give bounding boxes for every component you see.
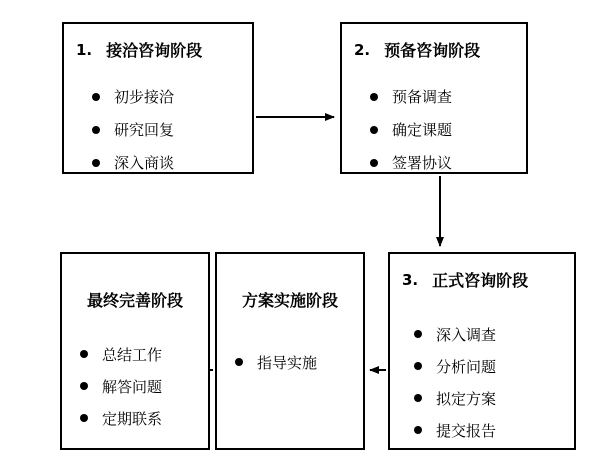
list-item-label: 提交报告	[436, 421, 497, 440]
list-item-label: 深入调查	[436, 325, 497, 344]
stage-box-1-label: 接洽咨询阶段	[106, 41, 203, 60]
stage-box-5-list	[80, 338, 162, 434]
bullet-icon	[414, 394, 422, 402]
stage-box-2-label: 预备咨询阶段	[384, 41, 481, 60]
stage-box-3-title	[402, 268, 528, 291]
list-item	[92, 146, 174, 179]
list-item	[414, 350, 496, 382]
bullet-icon	[370, 159, 378, 167]
list-item-label: 签署协议	[392, 154, 453, 172]
stage-box-2-list	[370, 80, 452, 179]
list-item	[370, 80, 452, 113]
list-item	[414, 382, 496, 414]
stage-box-1-number: 1.	[76, 40, 93, 59]
list-item-label: 研究回复	[114, 121, 175, 139]
bullet-icon	[80, 350, 88, 358]
list-item-label: 确定课题	[392, 121, 453, 139]
stage-box-5-label: 最终完善阶段	[86, 291, 183, 310]
list-item-label: 解答问题	[102, 377, 163, 396]
stage-box-3-label: 正式咨询阶段	[432, 271, 529, 290]
stage-box-4-list	[235, 346, 317, 378]
bullet-icon	[235, 358, 243, 366]
bullet-icon	[414, 426, 422, 434]
stage-box-2	[340, 22, 528, 174]
stage-box-1-title	[76, 38, 202, 61]
list-item	[80, 370, 162, 402]
stage-box-2-number: 2.	[354, 40, 371, 59]
stage-box-3-list	[414, 318, 496, 446]
stage-box-4	[215, 252, 365, 450]
list-item	[80, 402, 162, 434]
stage-box-1-list	[92, 80, 174, 179]
stage-box-4-title	[217, 288, 363, 311]
bullet-icon	[370, 126, 378, 134]
list-item	[80, 338, 162, 370]
stage-box-4-label: 方案实施阶段	[241, 291, 338, 310]
stage-box-2-title	[354, 38, 480, 61]
bullet-icon	[370, 93, 378, 101]
bullet-icon	[80, 382, 88, 390]
bullet-icon	[92, 93, 100, 101]
bullet-icon	[92, 159, 100, 167]
list-item	[235, 346, 317, 378]
bullet-icon	[92, 126, 100, 134]
list-item-label: 定期联系	[102, 409, 163, 428]
list-item	[370, 146, 452, 179]
list-item-label: 分析问题	[436, 357, 497, 376]
list-item-label: 深入商谈	[114, 154, 175, 172]
list-item-label: 总结工作	[102, 345, 163, 364]
stage-box-5	[60, 252, 210, 450]
list-item	[414, 414, 496, 446]
list-item-label: 拟定方案	[436, 389, 497, 408]
list-item	[92, 113, 174, 146]
list-item	[414, 318, 496, 350]
list-item-label: 指导实施	[257, 353, 318, 372]
stage-box-5-title	[62, 288, 208, 311]
stage-box-3	[388, 252, 576, 450]
bullet-icon	[414, 330, 422, 338]
stage-box-3-number: 3.	[402, 270, 419, 289]
bullet-icon	[80, 414, 88, 422]
list-item	[92, 80, 174, 113]
list-item-label: 初步接洽	[114, 88, 175, 106]
list-item-label: 预备调查	[392, 88, 453, 106]
bullet-icon	[414, 362, 422, 370]
stage-box-1	[62, 22, 254, 174]
list-item	[370, 113, 452, 146]
